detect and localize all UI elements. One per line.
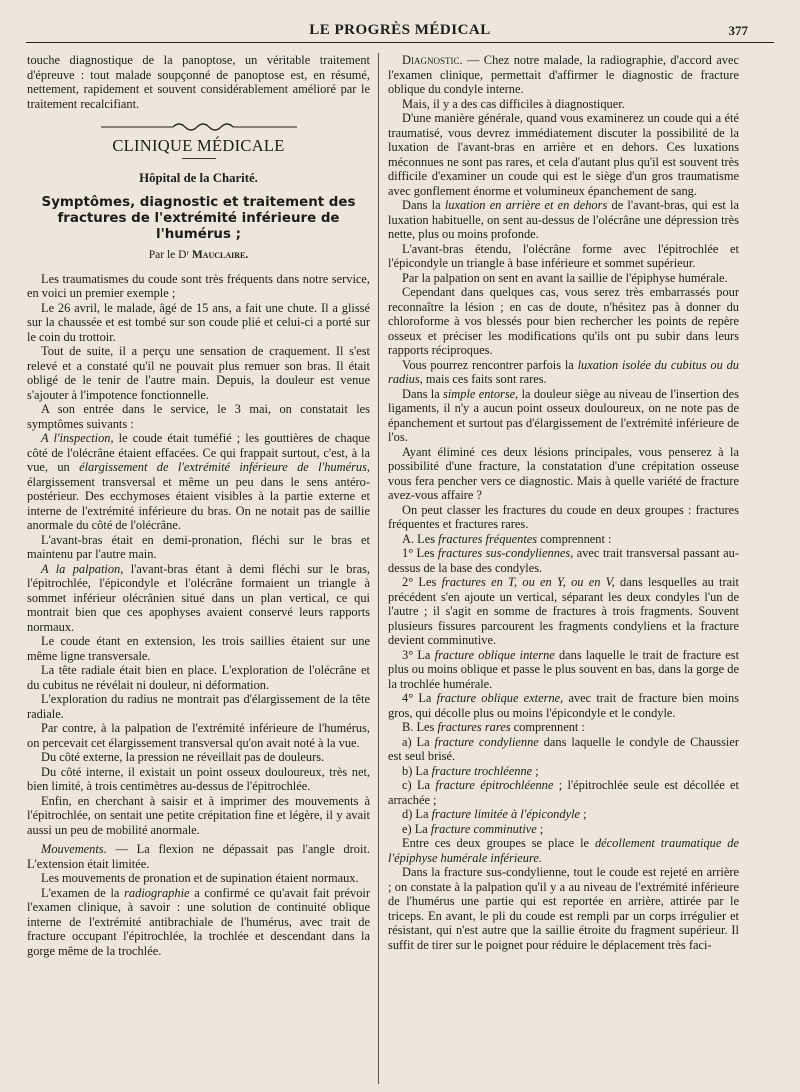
paragraph: Les mouvements de pronation et de supination étaient normaux.	[41, 871, 359, 885]
article-title: Symptômes, diagnostic et traitement des fractures de l'extrémité inférieure de l'humérus ;	[41, 195, 356, 242]
emphasis: fracture trochléenne	[431, 763, 533, 778]
list-item: b) La fracture trochléenne ;	[402, 763, 539, 778]
paragraph: Par contre, à la palpation de l'extrémité inférieure de l'humérus, on percevait cet élargissement transversal qu'on avait noté à la vue.	[27, 721, 370, 750]
emphasis: fractures rares	[437, 720, 511, 734]
list-item: e) La fracture comminutive ;	[402, 821, 544, 836]
list-item: 2° Les fractures en T, ou en Y, ou en V, dans lesquelles au trait précédent s'en ajoute un vertical, séparant les deux condyles l'un de l'autre ; il s'agit en somme de fractures à trois fragments. Souvent plusieurs fissures parcourent les fragments condyliens et la fracture devient comminutive.	[388, 575, 739, 647]
column-divider	[378, 53, 379, 1084]
emphasis: A l'inspection,	[41, 431, 114, 445]
section-underline	[182, 158, 216, 159]
emphasis: fracture limitée à l'épicondyle	[431, 807, 581, 821]
paragraph: Vous pourrez rencontrer parfois la luxation isolée du cubitus ou du radius, mais ces faits sont rares.	[388, 357, 739, 386]
paragraph: A l'inspection, le coude était tuméfié ; les gouttières de chaque côté de l'olécrâne étaient effacées. Ce qui frappait surtout, c'est, à la vue, un élargissement de l'extrémité inférieure de l'humérus, élargissement transversal et même un peu dans le sens antéro-postérieur. Des ecchymoses étaient visibles à la partie externe et interne de l'extrémité inférieure du bras. On ne notait pas de saillie anormale du côté de l'olécrâne.	[27, 431, 371, 532]
emphasis: fractures fréquentes	[438, 531, 538, 546]
paragraph: Cependant dans quelques cas, vous serez très embarrassés pour reconnaître la lésion ; en cas de doute, n'hésitez pas à donner du chloroforme à vos blessés pour bien rechercher les points de repère osseux et préciser les modifications qu'ils ont pu subir dans leurs rapports réciproques.	[388, 285, 739, 357]
list-item: c) La fracture épitrochléenne ; l'épitrochlée seule est décollée et arrachée ;	[388, 778, 739, 807]
subheading: Diagnostic.	[402, 53, 463, 67]
emphasis: fractures en T, ou en Y, ou en V,	[441, 575, 615, 589]
emphasis: fracture épitrochléenne	[435, 778, 554, 792]
paragraph: Par la palpation on sent en avant la saillie de l'épiphyse humérale.	[402, 270, 728, 285]
paragraph: Le 26 avril, le malade, âgé de 15 ans, a fait une chute. Il a glissé sur la chaussée et est tombé sur son coude plié et celui-ci a porté sur le coin du trottoir.	[27, 300, 370, 344]
emphasis: fracture oblique externe,	[436, 691, 564, 705]
paragraph: Du côté externe, la pression ne réveillait pas de douleurs.	[41, 750, 325, 764]
emphasis: élargissement de l'extrémité inférieure de l'humérus,	[79, 460, 371, 474]
emphasis: fracture comminutive	[430, 821, 537, 836]
paragraph: Mouvements. — La flexion ne dépassait pas l'angle droit. L'extension était limitée.	[27, 842, 370, 871]
hospital-name: Hôpital de la Charité.	[139, 170, 258, 185]
list-item: 1° Les fractures sus-condyliennes, avec trait transversal passant au-dessus de la base des condyles.	[388, 546, 739, 575]
list-item: a) La fracture condylienne dans laquelle le condyle de Chaussier est seul brisé.	[388, 734, 739, 763]
paragraph: D'une manière générale, quand vous examinerez un coude qui a été traumatisé, vous devrez immédiatement discuter la possibilité de la luxation de l'avant-bras en arrière et en dehors. Ces luxations méconnues ne sont pas rares, et cela d'autant plus qu'il est souvent très difficile d'examiner un coude qui est le siège d'un gros traumatisme avec gonflement énorme et volumineux épanchement de sang.	[388, 111, 739, 198]
byline-prefix: Par le Dʳ	[148, 249, 192, 261]
paragraph: Le coude étant en extension, les trois saillies étaient sur une même ligne transversale.	[27, 634, 370, 663]
paragraph: La tête radiale était bien en place. L'exploration de l'olécrâne et du cubitus ne révélait ni douleur, ni déformation.	[27, 663, 370, 692]
emphasis: luxation isolée du cubitus ou du radius,	[388, 357, 739, 386]
emphasis: fracture oblique interne	[434, 647, 555, 662]
list-heading: B. Les fractures rares comprennent :	[402, 720, 585, 734]
list-item: 4° La fracture oblique externe, avec trait de fracture bien moins gros, qui décolle plus ou moins l'épicondyle et le condyle.	[388, 691, 739, 720]
paragraph: Dans la simple entorse, la douleur siège au niveau de l'insertion des ligaments, il n'y a aucun point osseux douloureux, on ne note pas de épanchement et surtout pas d'élargissement de l'extrémité inférieure de l'os.	[388, 386, 739, 444]
paragraph: L'avant-bras était en demi-pronation, fléchi sur le bras et maintenu par l'autre main.	[27, 532, 370, 561]
paragraph: L'avant-bras étendu, l'olécrâne forme avec l'épitrochlée et l'épicondyle un triangle à base inférieure et sommet supérieur.	[388, 241, 739, 270]
ornament-rule-icon	[27, 121, 370, 131]
paragraph: Du côté interne, il existait un point osseux douloureux, très net, bien limité, à trois centimètres au-dessus de l'épitrochlée.	[27, 764, 370, 793]
emphasis: fractures sus-condyliennes,	[437, 546, 574, 560]
byline	[27, 248, 370, 263]
header-rule	[26, 42, 774, 43]
paragraph: Dans la fracture sus-condylienne, tout le coude est rejeté en arrière ; on constate à la palpation qu'il y a au niveau de l'extrémité inférieure de l'humérus une partie qui est reportée en arrière, attirée par le triceps. En avant, le pli du coude est rempli par un corps irrégulier et résistant, qui n'est autre que la saillie étroite du fragment supérieur. Il suffit de tirer sur le poignet pour réduire le déplacement très faci-	[388, 865, 739, 952]
continuation-paragraph: touche diagnostique de la panoptose, un véritable traitement d'épreuve : tout malade soupçonné de panoptose est, en résumé, nettement, rapidement et souvent considérablement amélioré par le traitement recalcifiant.	[27, 53, 370, 111]
paragraph: Mais, il y a des cas difficiles à diagnostiquer.	[402, 96, 625, 111]
paragraph: Entre ces deux groupes se place le décollement traumatique de l'épiphyse humérale inférieure.	[388, 836, 739, 865]
emphasis: radiographie	[124, 885, 190, 900]
list-item: d) La fracture limitée à l'épicondyle ;	[402, 807, 587, 821]
paragraph: Les traumatismes du coude sont très fréquents dans notre service, en voici un premier exemple ;	[27, 271, 370, 300]
paragraph: Dans la luxation en arrière et en dehors de l'avant-bras, qui est la luxation habituelle, on sent au-dessus de l'olécrâne une dépression très nette, plus ou moins profonde.	[388, 198, 739, 241]
right-column	[388, 53, 739, 952]
section-title: CLINIQUE MÉDICALE	[112, 136, 285, 155]
paragraph: Enfin, en cherchant à saisir et à imprimer des mouvements à l'épitrochlée, on sentait une petite crépitation fine et légère, il y avait aussi un peu de mobilité anormale.	[27, 793, 370, 837]
emphasis: fracture condylienne	[434, 734, 539, 749]
author-name: Mauclaire.	[191, 249, 249, 261]
list-item: 3° La fracture oblique interne dans laquelle le trait de fracture est plus ou moins oblique et passe le plus souvent en bas, dans la gorge de la trochlée humérale.	[388, 647, 740, 691]
page-header	[26, 14, 774, 38]
paragraph: A la palpation, l'avant-bras étant à demi fléchi sur le bras, l'épitrochlée, l'épicondyle et l'olécrâne formaient un triangle à sommet inférieur olécrânien situé dans un plan vertical, ce qui montrait bien que ces apophyses avaient conservé leurs rapports normaux.	[27, 561, 370, 634]
emphasis: luxation en arrière et en dehors	[444, 198, 608, 212]
emphasis: décollement traumatique de l'épiphyse humérale inférieure.	[388, 836, 739, 865]
emphasis: A la palpation,	[41, 561, 124, 576]
paragraph: A son entrée dans le service, le 3 mai, on constatait les symptômes suivants :	[27, 402, 370, 431]
paragraph: L'examen de la radiographie a confirmé ce qu'avait fait prévoir l'examen clinique, à savoir : une solution de continuité oblique interne de l'extrémité antibrachiale de l'humérus, avec trait de fracture occupant l'épitrochlée, la trochlée et descendant dans la gorge même de la trochlée.	[27, 885, 370, 958]
page-number: 377	[728, 23, 748, 38]
paragraph: On peut classer les fractures du coude en deux groupes : fractures fréquentes et fractures rares.	[388, 502, 739, 531]
emphasis: simple entorse,	[443, 386, 519, 401]
emphasis: Mouvements.	[41, 842, 107, 856]
left-column	[27, 53, 370, 958]
paragraph: Diagnostic. — Chez notre malade, la radiographie, d'accord avec l'examen clinique, permettait d'affirmer le diagnostic de fracture oblique du condyle interne.	[388, 53, 739, 96]
paragraph: Ayant éliminé ces deux lésions principales, vous penserez à la possibilité d'une fracture, la constatation d'une crépitation osseuse vous fera pencher vers ce diagnostic. Mais à quelle variété de fracture avez-vous affaire ?	[388, 444, 739, 502]
list-heading: A. Les fractures fréquentes comprennent :	[402, 531, 612, 546]
running-title: LE PROGRÈS MÉDICAL	[309, 22, 491, 38]
paragraph: L'exploration du radius ne montrait pas d'élargissement de la tête radiale.	[27, 692, 370, 721]
paragraph: Tout de suite, il a perçu une sensation de craquement. Il s'est relevé et a constaté qu'il ne pouvait plus remuer son bras. Il était obligé de le tenir de l'autre main. Depuis, la douleur est venue s'ajouter à l'impotence fonctionnelle.	[27, 344, 370, 402]
